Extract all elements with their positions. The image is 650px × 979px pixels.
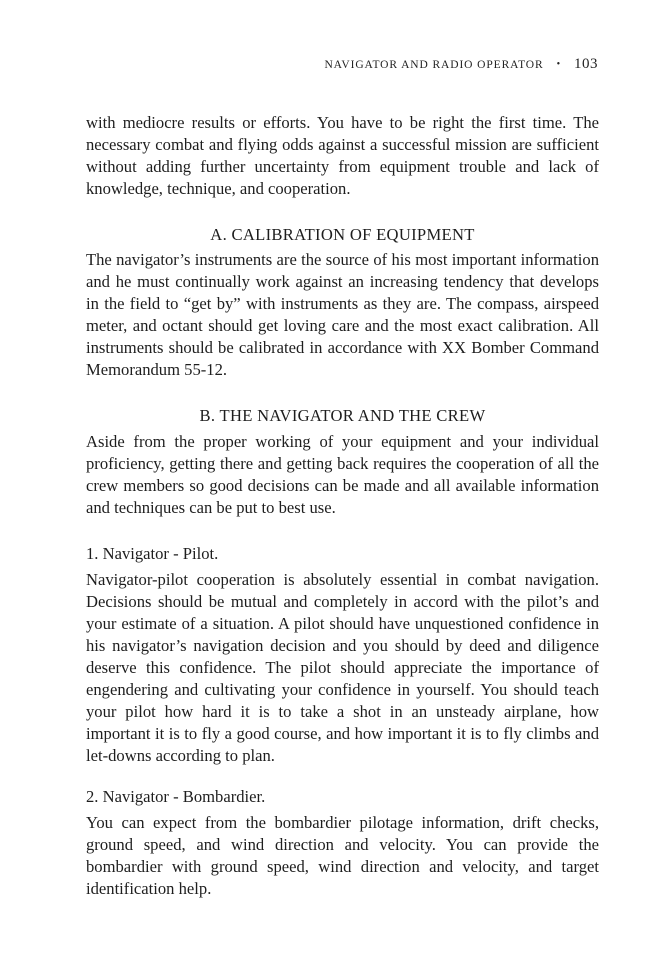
subsection-1-paragraph: Navigator-pilot cooperation is absolutely essential in combat navigation. Decisions should be mutual and completely in accord with the pilot’s and your estimate of a situation. A pilot should have unquestioned confidence in his navigator’s navigation decision and you should by deed and diligence deserve this confidence. The pilot should appreciate the importance of engendering and cultivating your confidence in yourself. You should teach your pilot how hard it is to take a shot in an unsteady airplane, how important it is to fly a good course, and how important it is to fly climbs and let-downs according to plan.	[86, 570, 599, 765]
subsection-2-heading: 2. Navigator - Bombardier.	[86, 787, 266, 806]
subsection-1-heading: 1. Navigator - Pilot.	[86, 544, 219, 563]
running-head-title: NAVIGATOR AND RADIO OPERATOR	[324, 59, 544, 71]
intro-paragraph: with mediocre results or efforts. You have to be right the first time. The necessary combat and flying odds against a successful mission are sufficient without adding further uncertainty from equipment trouble and lack of knowledge, technique, and cooperation.	[86, 113, 599, 198]
running-head-separator: •	[556, 59, 561, 70]
section-a-heading: A. CALIBRATION OF EQUIPMENT	[210, 225, 475, 244]
section-a-paragraph: The navigator’s instruments are the source of his most important information and he must continually work against an increasing tendency that develops in the field to “get by” with instruments as they are. The compass, airspeed meter, and octant should get loving care and the most exact calibration. All instruments should be calibrated in accordance with XX Bomber Command Memorandum 55-12.	[86, 250, 599, 379]
section-b-heading: B. THE NAVIGATOR AND THE CREW	[199, 406, 486, 425]
page-number: 103	[574, 56, 598, 72]
section-b-paragraph: Aside from the proper working of your equipment and your individual proficiency, getting there and getting back requires the cooperation of all the crew members so good decisions can be made and all available information and techniques can be put to best use.	[86, 432, 599, 517]
running-head	[324, 56, 598, 73]
subsection-2-paragraph: You can expect from the bombardier pilotage information, drift checks, ground speed, and wind direction and velocity. You can provide the bombardier with ground speed, wind direction and velocity, and target identification help.	[86, 813, 599, 898]
